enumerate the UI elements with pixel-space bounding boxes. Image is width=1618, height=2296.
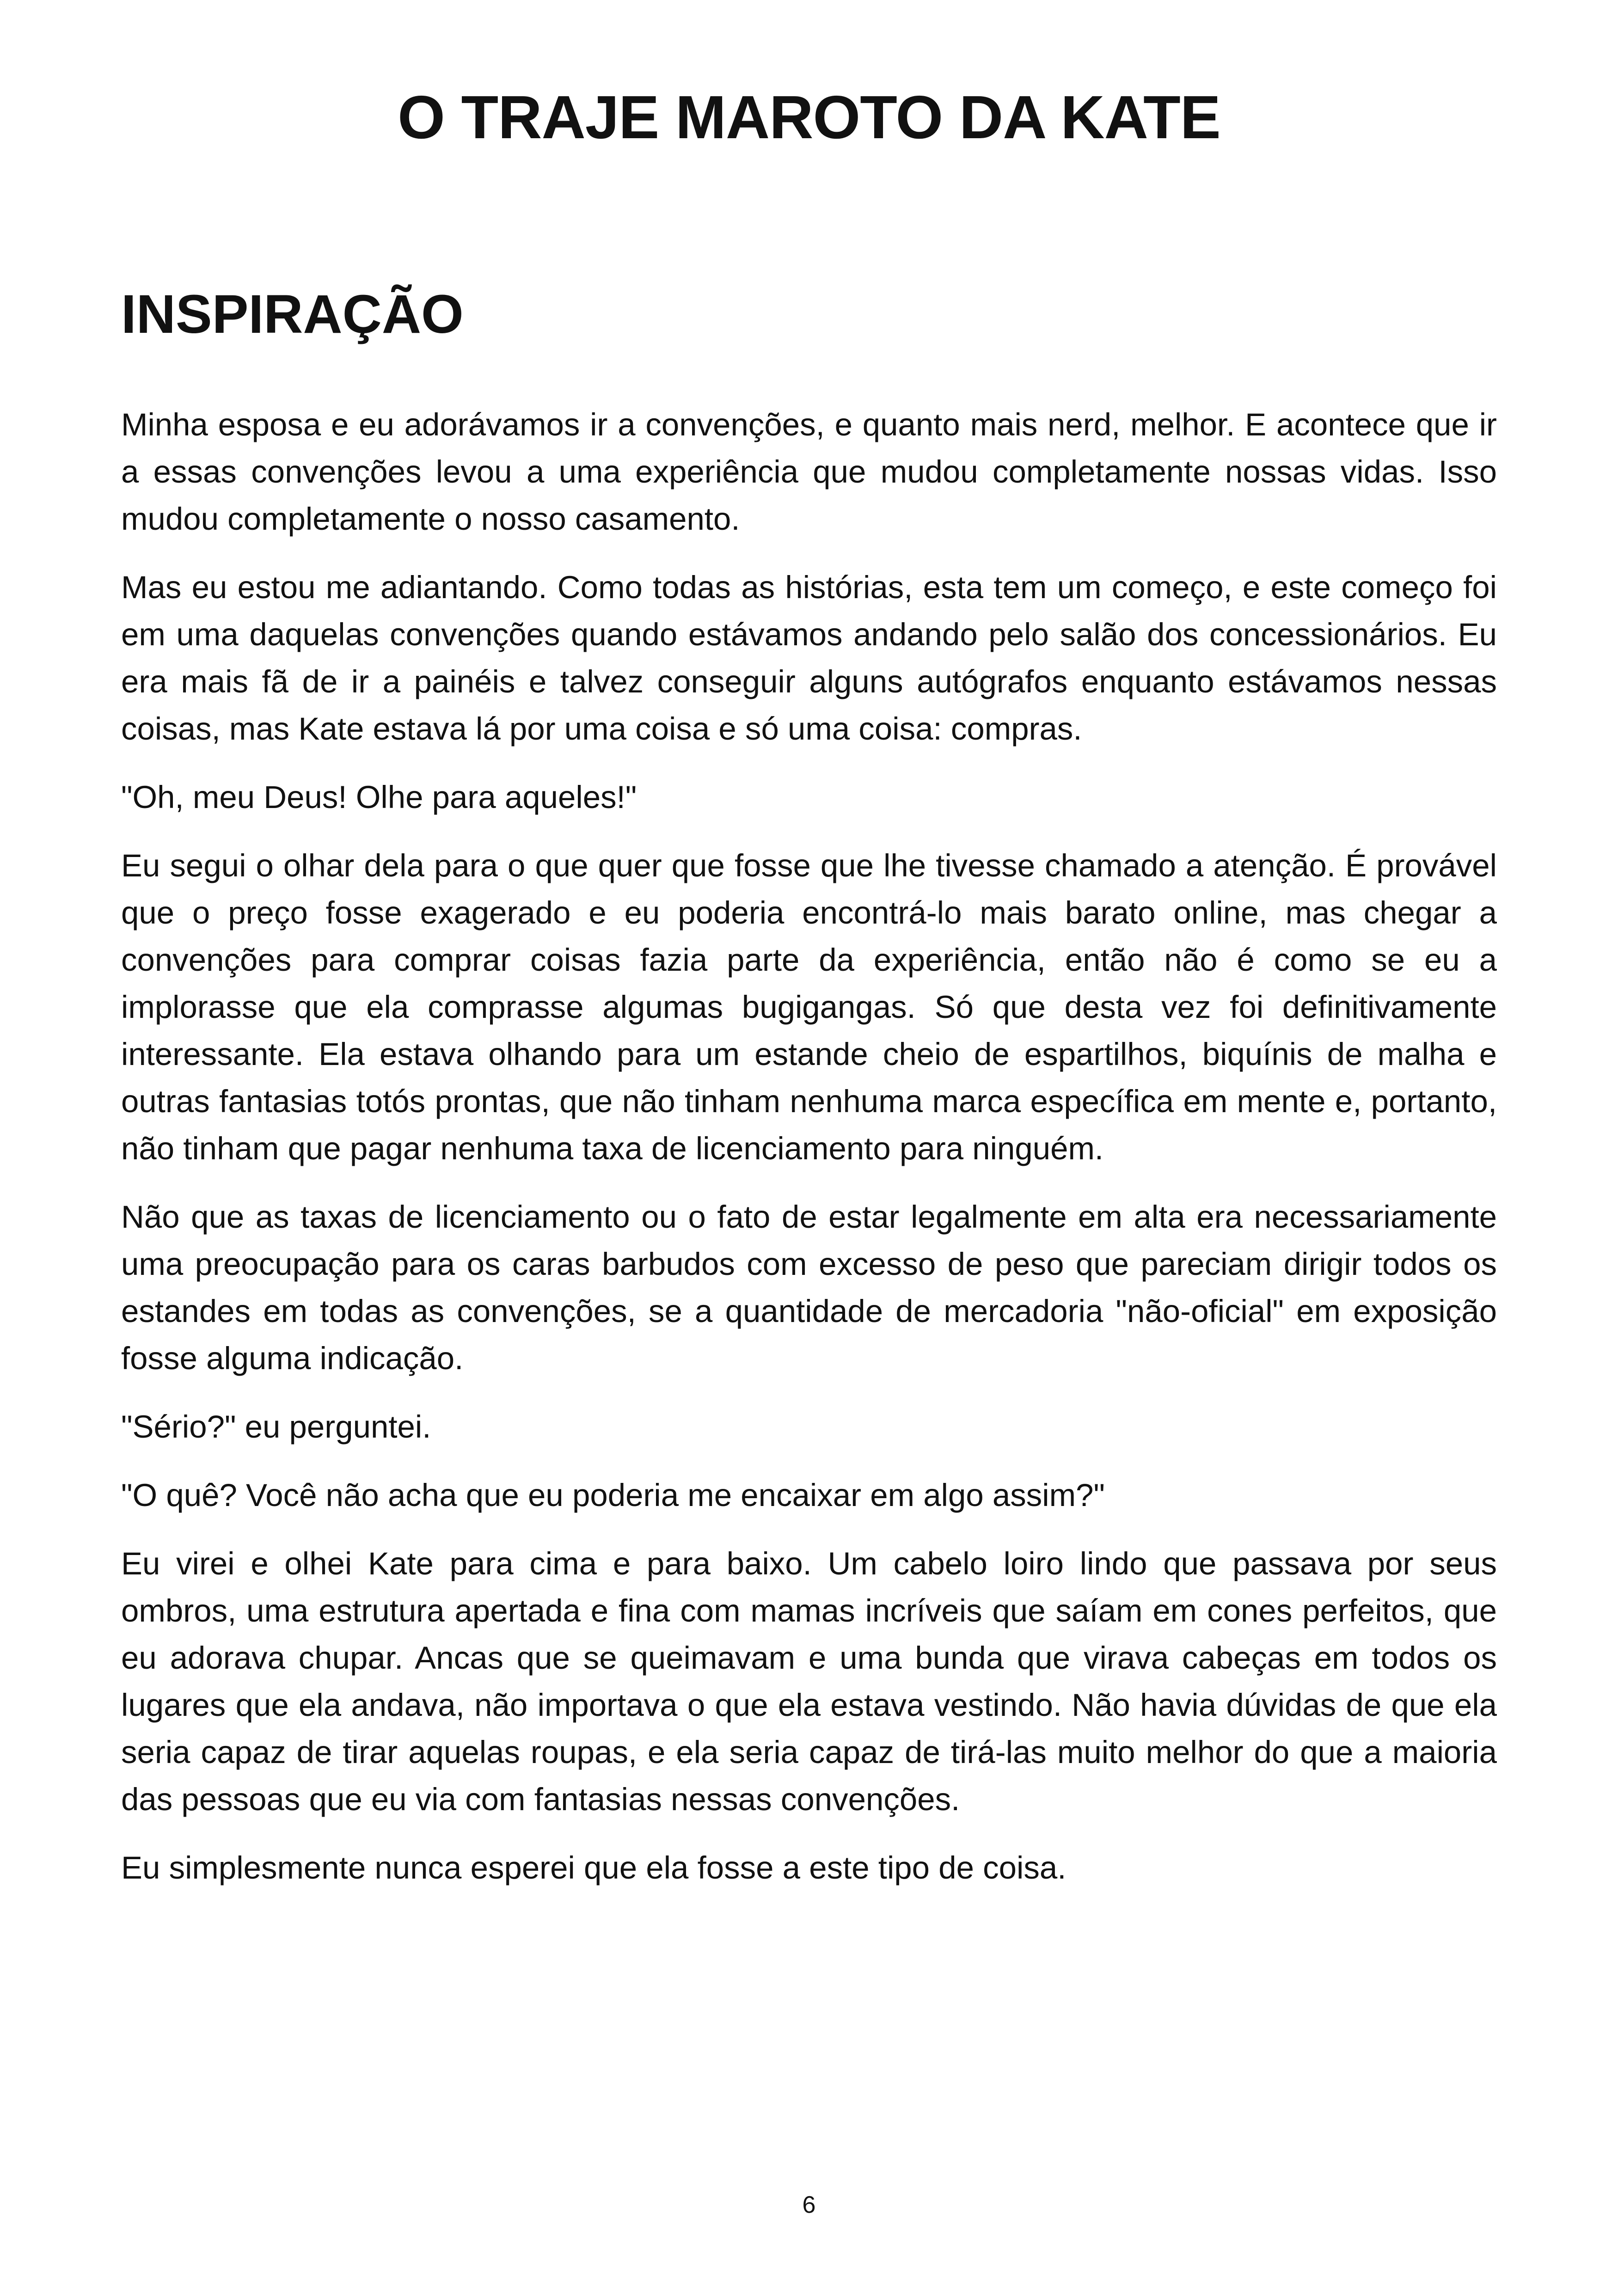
section-heading: INSPIRAÇÃO xyxy=(121,284,464,345)
paragraph: Eu virei e olhei Kate para cima e para baixo. Um cabelo loiro lindo que passava por seus ombros, uma estrutura apertada e fina com mamas incríveis que saíam em cones perfeitos, que eu adorava chupar. Ancas que se queimavam e uma bunda que virava cabeças em todos os lugares que ela andava, não importava o que ela estava vestindo. Não havia dúvidas de que ela seria capaz de tirar aquelas roupas, e ela seria capaz de tirá-las muito melhor do que a maioria das pessoas que eu via com fantasias nessas convenções. xyxy=(121,1546,1497,1817)
page-number: 6 xyxy=(802,2192,816,2218)
paragraph: Eu segui o olhar dela para o que quer que fosse que lhe tivesse chamado a atenção. É provável que o preço fosse exagerado e eu poderia encontrá-lo mais barato online, mas chegar a convenções para comprar coisas fazia parte da experiência, então não é como se eu a implorasse que ela comprasse algumas bugigangas. Só que desta vez foi definitivamente interessante. Ela estava olhando para um estande cheio de espartilhos, biquínis de malha e outras fantasias totós prontas, que não tinham nenhuma marca específica em mente e, portanto, não tinham que pagar nenhuma taxa de licenciamento para ninguém. xyxy=(121,848,1497,1166)
paragraph: Não que as taxas de licenciamento ou o fato de estar legalmente em alta era necessariamente uma preocupação para os caras barbudos com excesso de peso que pareciam dirigir todos os estandes em todas as convenções, se a quantidade de mercadoria "não-oficial" em exposição fosse alguma indicação. xyxy=(121,1199,1497,1376)
paragraph: Mas eu estou me adiantando. Como todas as histórias, esta tem um começo, e este começo foi em uma daquelas convenções quando estávamos andando pelo salão dos concessionários. Eu era mais fã de ir a painéis e talvez conseguir alguns autógrafos enquanto estávamos nessas coisas, mas Kate estava lá por uma coisa e só uma coisa: compras. xyxy=(121,569,1497,747)
dialogue-paragraph: "Sério?" eu perguntei. xyxy=(121,1409,431,1445)
dialogue-paragraph: "Oh, meu Deus! Olhe para aqueles!" xyxy=(121,779,637,815)
paragraph: Eu simplesmente nunca esperei que ela fosse a este tipo de coisa. xyxy=(121,1850,1066,1886)
dialogue-paragraph: "O quê? Você não acha que eu poderia me encaixar em algo assim?" xyxy=(121,1477,1105,1513)
book-title: O TRAJE MAROTO DA KATE xyxy=(398,83,1220,151)
paragraph: Minha esposa e eu adorávamos ir a convenções, e quanto mais nerd, melhor. E acontece que ir a essas convenções levou a uma experiência que mudou completamente nossas vidas. Isso mudou completamente o nosso casamento. xyxy=(121,407,1497,537)
body-text xyxy=(121,401,1497,1913)
